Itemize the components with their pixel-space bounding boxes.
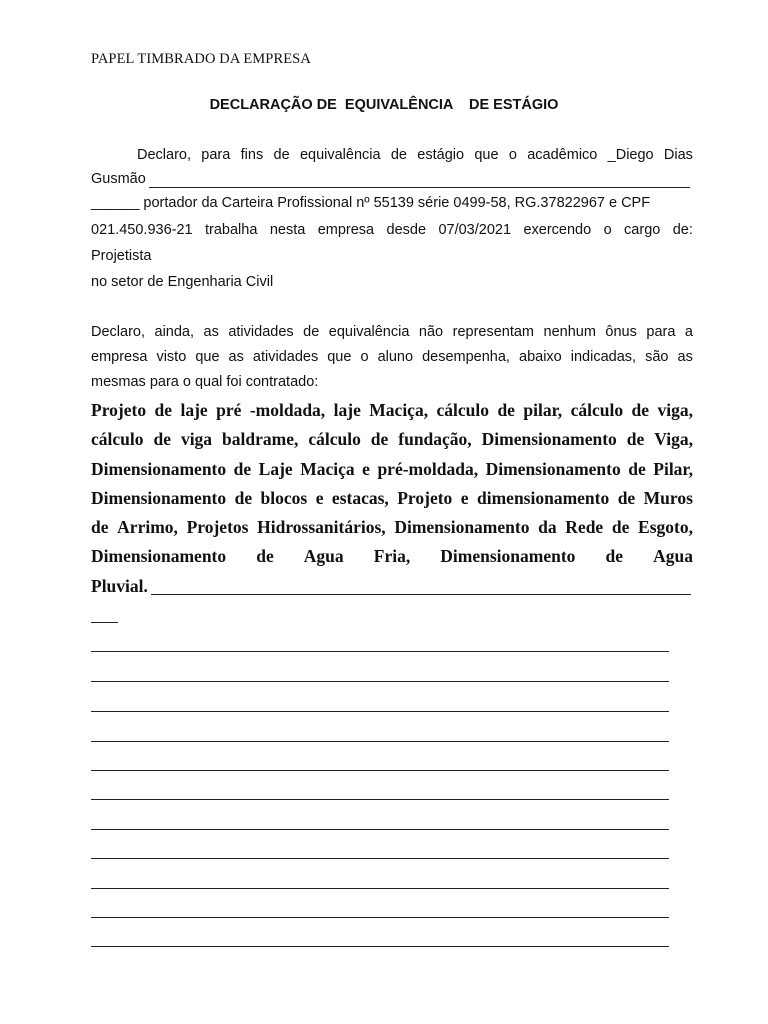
word: Rede — [565, 517, 604, 537]
paragraph2-line3: mesmas para o qual foi contratado: — [91, 374, 319, 390]
word: indicadas, — [570, 349, 637, 365]
word: cálculo — [436, 400, 490, 420]
blank-line — [91, 799, 669, 800]
word: fins — [240, 147, 264, 163]
word: dimensionamento — [477, 488, 610, 508]
word: Viga, — [654, 429, 693, 449]
word: da — [538, 517, 557, 537]
word: cargo — [624, 222, 661, 238]
word: trabalha — [205, 222, 258, 238]
paragraph2-line2 — [91, 349, 693, 365]
word: não — [418, 324, 444, 340]
word: e — [362, 459, 370, 479]
word: Hidrossanitários, — [257, 517, 386, 537]
word: baldrame, — [222, 429, 299, 449]
activities-line3 — [91, 459, 693, 480]
word: de — [626, 429, 645, 449]
word: ônus — [605, 324, 637, 340]
word: pré — [216, 400, 242, 420]
word: são — [645, 349, 669, 365]
blank-line — [91, 829, 669, 830]
word: ainda, — [154, 324, 195, 340]
word: as — [203, 324, 219, 340]
word: Fria, — [373, 546, 411, 566]
blank-line — [91, 651, 669, 652]
word: Projetos — [186, 517, 249, 537]
word: as — [677, 349, 693, 365]
word: Muros — [643, 488, 693, 508]
word: de — [234, 488, 253, 508]
word: desde — [386, 222, 427, 238]
word: para — [201, 147, 231, 163]
word: de — [303, 324, 320, 340]
activities-line5 — [91, 517, 693, 538]
paragraph1-line1 — [137, 147, 693, 163]
word: de — [497, 400, 515, 420]
word: laje — [180, 400, 208, 420]
word: atividades — [252, 349, 319, 365]
word: Projeto — [91, 400, 147, 420]
activities-line6 — [91, 546, 693, 567]
word: as — [228, 349, 244, 365]
word: equivalência — [299, 147, 381, 163]
word: Dimensionamento — [91, 488, 227, 508]
word: blocos — [260, 488, 308, 508]
word: de — [631, 400, 650, 420]
activities-line2 — [91, 429, 693, 450]
student-surname: Gusmão — [91, 171, 146, 187]
word: de — [605, 546, 623, 566]
word: nenhum — [543, 324, 596, 340]
word: atividades — [228, 324, 294, 340]
letterhead-placeholder: PAPEL TIMBRADO DA EMPRESA — [91, 51, 311, 67]
word: de — [154, 400, 173, 420]
word: representam — [452, 324, 535, 340]
word: de — [390, 147, 407, 163]
word: nesta — [269, 222, 306, 238]
word: empresa — [91, 349, 148, 365]
word: 021.450.936-21 — [91, 222, 193, 238]
blank-line — [91, 917, 669, 918]
blank-line — [91, 946, 669, 947]
word: que — [327, 349, 352, 365]
blank-line — [91, 741, 669, 742]
word: visto — [156, 349, 187, 365]
word: de — [233, 459, 252, 479]
word: cálculo — [308, 429, 361, 449]
word: e — [315, 488, 324, 508]
word: 07/03/2021 — [438, 222, 512, 238]
word: cálculo — [91, 429, 144, 449]
word: Dimensionamento — [91, 459, 227, 479]
word: cálculo — [570, 400, 624, 420]
word: Dimensionamento — [485, 459, 621, 479]
word: Declaro, — [137, 147, 191, 163]
fill-in-blank: ______ — [91, 195, 140, 211]
activities-line4 — [91, 488, 693, 509]
word: pilar, — [523, 400, 563, 420]
word: de — [617, 488, 636, 508]
word: -moldada, — [249, 400, 326, 420]
word: de — [256, 546, 274, 566]
word: abaixo — [519, 349, 562, 365]
word: o — [360, 349, 369, 365]
word: _Diego — [607, 147, 654, 163]
word: Dimensionamento — [91, 546, 227, 566]
word: Laje — [258, 459, 293, 479]
word: de — [628, 459, 646, 479]
word: e — [460, 488, 469, 508]
word: Dias — [663, 147, 693, 163]
word: Maciça — [300, 459, 355, 479]
word: estágio — [417, 147, 465, 163]
word: viga — [180, 429, 213, 449]
fill-in-rule — [149, 187, 690, 188]
paragraph1-line6: no setor de Engenharia Civil — [91, 274, 274, 290]
fill-in-rule-short — [91, 622, 118, 623]
paragraph1-line4 — [91, 222, 693, 238]
word: empresa — [317, 222, 375, 238]
word: fundação, — [398, 429, 472, 449]
word: Pilar, — [653, 459, 693, 479]
word: de — [611, 517, 630, 537]
word: Agua — [653, 546, 693, 566]
word: Projeto — [397, 488, 453, 508]
document-details-text: portador da Carteira Profissional nº 55139 série 0499-58, RG.37822967 e CPF — [139, 195, 651, 211]
word: de — [273, 147, 290, 163]
word: Declaro, — [91, 324, 145, 340]
word: aluno — [377, 349, 414, 365]
word: exercendo — [523, 222, 592, 238]
paragraph2-line1 — [91, 324, 693, 340]
word: de — [91, 517, 109, 537]
blank-line — [91, 770, 669, 771]
word: Arrimo, — [117, 517, 178, 537]
blank-line — [91, 711, 669, 712]
paragraph1-line5: Projetista — [91, 248, 152, 264]
word: para — [646, 324, 676, 340]
word: laje — [333, 400, 361, 420]
paragraph1-line3 — [91, 195, 650, 211]
word: de: — [672, 222, 693, 238]
fill-in-rule — [151, 594, 691, 595]
blank-line — [91, 681, 669, 682]
word: acadêmico — [527, 147, 598, 163]
word: equivalência — [328, 324, 410, 340]
word: desempenha, — [422, 349, 510, 365]
word: pré-moldada, — [377, 459, 479, 479]
word: de — [153, 429, 171, 449]
word: o — [508, 147, 517, 163]
word: Dimensionamento — [394, 517, 530, 537]
word: que — [474, 147, 499, 163]
word: Maciça, — [369, 400, 429, 420]
word: o — [603, 222, 612, 238]
word: Esgoto, — [638, 517, 693, 537]
activities-line1 — [91, 400, 693, 421]
word: Agua — [303, 546, 344, 566]
blank-line — [91, 888, 669, 889]
word: viga, — [657, 400, 693, 420]
activities-line7: Pluvial. — [91, 576, 148, 596]
word: a — [684, 324, 693, 340]
word: que — [195, 349, 220, 365]
document-title: DECLARAÇÃO DE EQUIVALÊNCIA DE ESTÁGIO — [209, 97, 559, 113]
word: Dimensionamento — [440, 546, 576, 566]
blank-line — [91, 858, 669, 859]
word: de — [370, 429, 389, 449]
paragraph1-line2 — [91, 171, 146, 187]
word: Dimensionamento — [481, 429, 617, 449]
word: estacas, — [331, 488, 389, 508]
